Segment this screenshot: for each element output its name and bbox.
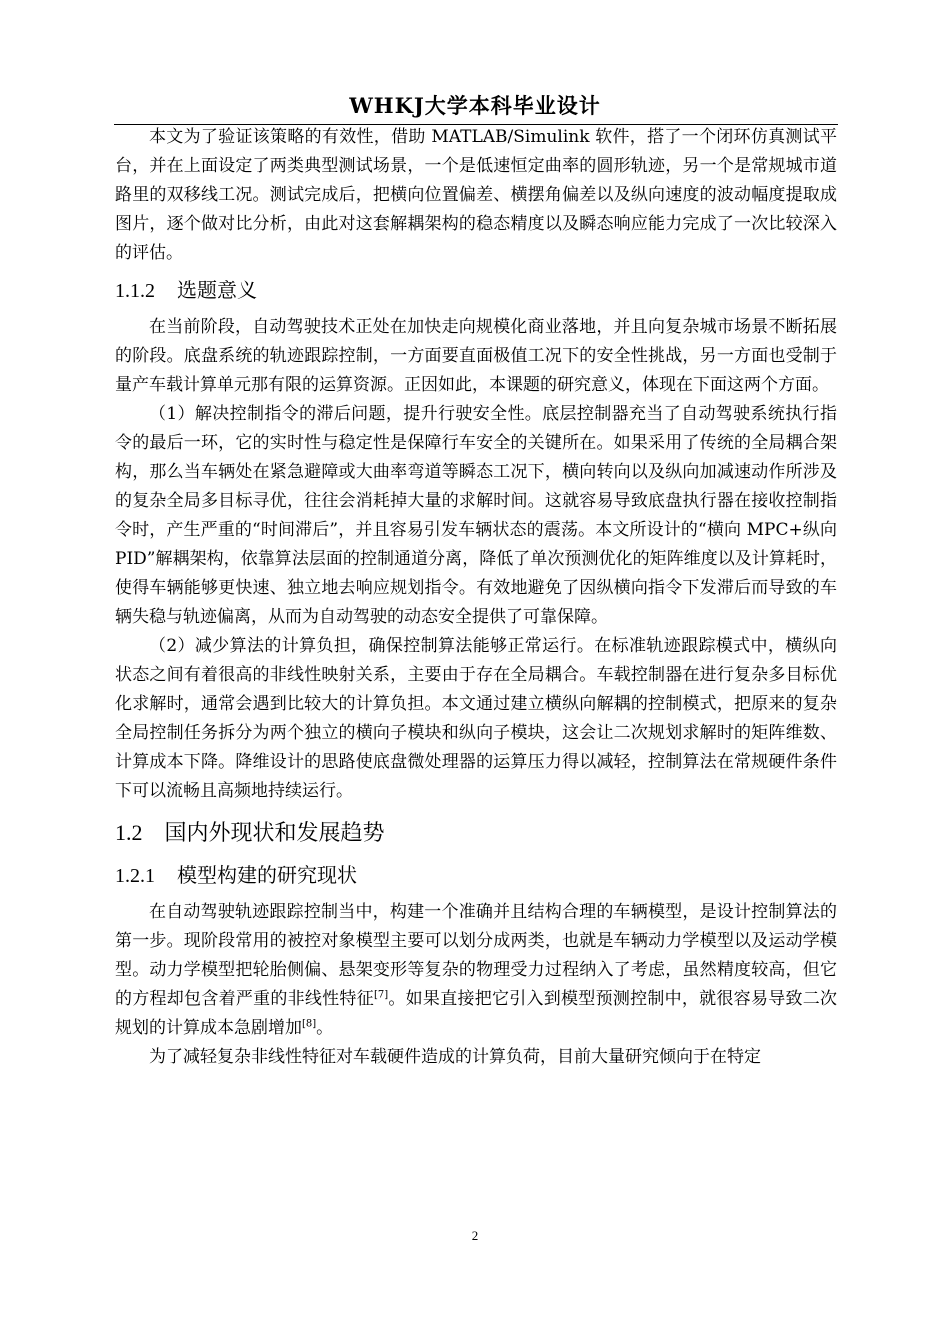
heading-1-2-1 (115, 861, 837, 890)
paragraph-text: 。如果直接把它引入到模型预测控制中，就很容易导致二次规划的计算成本急剧增加 (115, 989, 838, 1038)
paragraph-text: 在自动驾驶轨迹跟踪控制当中，构建一个准确并且结构合理的车辆模型，是设计控制算法的第一步。现阶段常用的被控对象模型主要可以划分成两类，也就是车辆动力学模型以及运动学模型。动力学模型把轮胎侧偏、悬架变形等复杂的物理受力过程纳入了考虑，虽然精度较高，但它的方程却包含着严重的非线性特征 (115, 902, 837, 1009)
heading-1-1-2 (115, 276, 837, 305)
heading-number: 1.1.2 (115, 280, 155, 302)
heading-number: 1.2 (115, 820, 143, 845)
paragraph-point-2: （2）减少算法的计算负担，确保控制算法能够正常运行。在标准轨迹跟踪模式中，横纵向状态之间有着很高的非线性映射关系，主要由于存在全局耦合。车载控制器在进行复杂多目标优化求解时，通常会遇到比较大的计算负担。本文通过建立横纵向解耦的控制模式，把原来的复杂全局控制任务拆分为两个独立的横向子模块和纵向子模块，这会让二次规划求解时的矩阵维数、计算成本下降。降维设计的思路使底盘微处理器的运算压力得以减轻，控制算法在常规硬件条件下可以流畅且高频地持续运行。 (115, 636, 837, 801)
paragraph-simulation-validation: 本文为了验证该策略的有效性，借助 MATLAB/Simulink 软件，搭了一个闭环仿真测试平台，并在上面设定了两类典型测试场景，一个是低速恒定曲率的圆形轨迹，另一个是常规城市道路里的双移线工况。测试完成后，把横向位置偏差、横摆角偏差以及纵向速度的波动幅度提取成图片，逐个做对比分析，由此对这套解耦架构的稳态精度以及瞬态响应能力完成了一次比较深入的评估。 (115, 127, 837, 263)
heading-title: 模型构建的研究现状 (177, 863, 357, 887)
page-header: WHKJ大学本科毕业设计 (349, 93, 601, 118)
paragraph-model-overview (115, 898, 837, 1043)
paragraph-model-simplification: 为了减轻复杂非线性特征对车载硬件造成的计算负荷，目前大量研究倾向于在特定 (149, 1047, 761, 1067)
heading-1-2 (115, 818, 837, 849)
heading-number: 1.2.1 (115, 865, 155, 887)
paragraph-point-1: （1）解决控制指令的滞后问题，提升行驶安全性。底层控制器充当了自动驾驶系统执行指令的最后一环，它的实时性与稳定性是保障行车安全的关键所在。如果采用了传统的全局耦合架构，那么当车辆处在紧急避障或大曲率弯道等瞬态工况下，横向转向以及纵向加减速动作所涉及的复杂全局多目标寻优，往往会消耗掉大量的求解时间。这就容易导致底盘执行器在接收控制指令时，产生严重的“时间滞后”，并且容易引发车辆状态的震荡。本文所设计的“横向 MPC+纵向 PID”解耦架构，依靠算法层面的控制通道分离，降低了单次预测优化的矩阵维度以及计算耗时，使得车辆能够更快速、独立地去响应规划指令。有效地避免了因纵横向指令下发滞后而导致的车辆失稳与轨迹偏离，从而为自动驾驶的动态安全提供了可靠保障。 (115, 404, 837, 627)
heading-title: 选题意义 (177, 278, 257, 302)
paragraph-text: 。 (316, 1018, 334, 1038)
heading-title: 国内外现状和发展趋势 (164, 821, 385, 846)
paragraph-significance-intro: 在当前阶段，自动驾驶技术正处在加快走向规模化商业落地，并且向复杂城市场景不断拓展的阶段。底盘系统的轨迹跟踪控制，一方面要直面极值工况下的安全性挑战，另一方面也受制于量产车载计算单元那有限的运算资源。正因如此，本课题的研究意义，体现在下面这两个方面。 (115, 317, 837, 395)
page-number: 2 (471, 1228, 479, 1243)
document-body (115, 123, 837, 1072)
citation-7[interactable]: [7] (373, 989, 389, 1001)
citation-8[interactable]: [8] (302, 1018, 317, 1030)
